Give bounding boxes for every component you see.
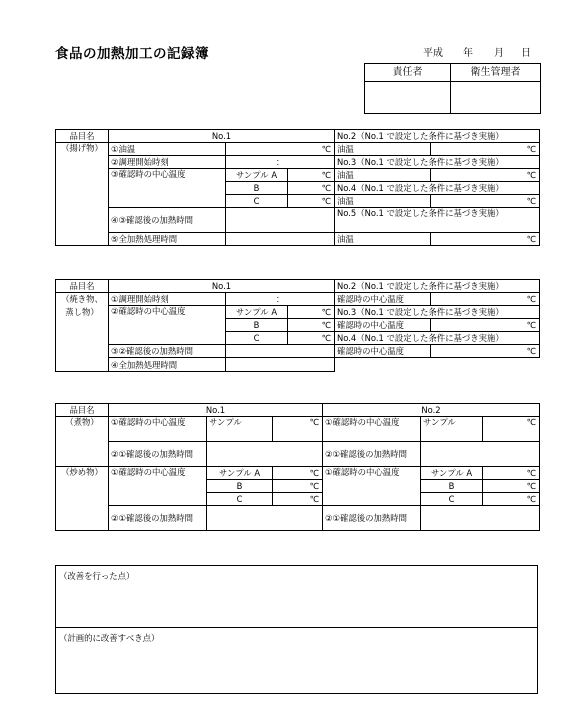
no1-header: No.1 [109, 280, 335, 293]
no2-oil-input[interactable]: ℃ [431, 143, 540, 156]
stirfry-core-temp-label: ①確認時の中心温度 [109, 467, 207, 506]
no2-core-label: 確認時の中心温度 [335, 293, 431, 306]
date-year-label: 年 [463, 48, 473, 59]
date-era: 平成 [423, 48, 443, 59]
planned-improvements-box[interactable] [55, 627, 538, 694]
sample-a-label: サンプル A [226, 169, 288, 182]
simmer-no2-sample-input[interactable]: ℃ [483, 417, 540, 442]
no4-core-label: 確認時の中心温度 [335, 345, 431, 358]
grilled-category-label-2: 蒸し物） [56, 306, 109, 319]
total-time-label: ④全加熱処理時間 [109, 358, 226, 372]
no3-header: No.3（No.1 で設定した条件に基づき実施） [335, 156, 540, 169]
simmer-sample-input[interactable]: ℃ [273, 417, 323, 442]
responsible-signature-cell[interactable] [365, 82, 451, 114]
no4-header: No.4（No.1 で設定した条件に基づき実施） [335, 182, 540, 195]
sample-c-label: C [226, 332, 288, 345]
simmered-record-table [55, 403, 540, 531]
no3-oil-input[interactable]: ℃ [431, 169, 540, 182]
sample-a-input[interactable]: ℃ [288, 306, 335, 319]
hygiene-manager-signature-cell[interactable] [451, 82, 541, 114]
after-heat-label: ④③確認後の加熱時間 [109, 208, 226, 233]
start-time-input[interactable]: ： [226, 293, 335, 306]
item-name-header: 品目名 [56, 280, 109, 293]
item-name-header: 品目名 [56, 130, 109, 143]
simmer-no2-sample-label: サンプル [421, 417, 483, 442]
oil-temp-label: ①油温 [109, 143, 226, 156]
date-month-label: 月 [494, 48, 504, 59]
improvements-done-box[interactable] [55, 565, 538, 628]
no2-core-input[interactable]: ℃ [431, 293, 540, 306]
after-heat-input[interactable] [226, 208, 335, 233]
simmer-no2-after-heat-label: ②①確認後の加熱時間 [323, 442, 421, 467]
simmer-sample-label: サンプル [207, 417, 273, 442]
simmered-category-label: （煮物） [56, 417, 109, 442]
stirfry-no2-sample-a-input[interactable]: ℃ [483, 467, 540, 480]
grilled-record-table [55, 279, 540, 372]
hygiene-manager-header: 衛生管理者 [451, 64, 541, 82]
sample-c-input[interactable]: ℃ [288, 332, 335, 345]
sample-b-input[interactable]: ℃ [288, 319, 335, 332]
stirfry-category-label: （炒め物） [56, 467, 109, 480]
simmer-no2-after-heat-input[interactable] [421, 442, 540, 467]
no2-header: No.2 [323, 404, 540, 417]
grilled-category-label-1: （焼き物、 [56, 293, 109, 306]
start-time-input[interactable]: ： [226, 156, 335, 169]
no4-core-input[interactable]: ℃ [431, 345, 540, 358]
sample-c-label: C [226, 195, 288, 208]
core-temp-label: ③確認時の中心温度 [109, 169, 226, 208]
stirfry-sample-a-input[interactable]: ℃ [273, 467, 323, 480]
stirfry-no2-after-heat-label: ②①確認後の加熱時間 [323, 506, 421, 531]
no1-header: No.1 [109, 130, 335, 143]
stirfry-sample-b-label: B [207, 480, 273, 493]
improvements-done-label: （改善を行った点） [59, 571, 135, 581]
stirfry-no2-after-heat-input[interactable] [421, 506, 540, 531]
responsible-header: 責任者 [365, 64, 451, 82]
no4-header: No.4（No.1 で設定した条件に基づき実施） [335, 332, 540, 345]
planned-improvements-label: （計画的に改善すべき点） [59, 633, 160, 643]
start-time-label: ②調理開始時刻 [109, 156, 226, 169]
start-time-label: ①調理開始時刻 [109, 293, 226, 306]
fried-category-label: （揚げ物） [56, 143, 109, 156]
simmer-no2-core-temp-label: ①確認時の中心温度 [323, 417, 421, 442]
no5-header: No.5（No.1 で設定した条件に基づき実施） [335, 208, 540, 233]
stirfry-sample-a-label: サンプル A [207, 467, 273, 480]
stirfry-after-heat-input[interactable] [207, 506, 323, 531]
after-heat-label: ③②確認後の加熱時間 [109, 345, 226, 358]
after-heat-input[interactable] [226, 345, 335, 358]
total-time-label: ⑤全加熱処理時間 [109, 233, 226, 246]
no2-oil-label: 油温 [335, 143, 431, 156]
oil-temp-input[interactable]: ℃ [226, 143, 335, 156]
simmer-after-heat-label: ②①確認後の加熱時間 [109, 442, 207, 467]
simmer-after-heat-input[interactable] [207, 442, 323, 467]
no2-header: No.2（No.1 で設定した条件に基づき実施） [335, 130, 540, 143]
core-temp-label: ②確認時の中心温度 [109, 306, 226, 345]
sample-b-label: B [226, 319, 288, 332]
sample-b-label: B [226, 182, 288, 195]
stirfry-no2-sample-b-label: B [421, 480, 483, 493]
stirfry-sample-c-label: C [207, 493, 273, 506]
no5-oil-label: 油温 [335, 233, 431, 246]
sample-b-input[interactable]: ℃ [288, 182, 335, 195]
stirfry-no2-sample-a-label: サンプル A [421, 467, 483, 480]
stirfry-sample-c-input[interactable]: ℃ [273, 493, 323, 506]
no5-oil-input[interactable]: ℃ [431, 233, 540, 246]
item-name-header: 品目名 [56, 404, 109, 417]
signature-table [364, 63, 541, 114]
no3-header: No.3（No.1 で設定した条件に基づき実施） [335, 306, 540, 319]
no3-core-label: 確認時の中心温度 [335, 319, 431, 332]
sample-c-input[interactable]: ℃ [288, 195, 335, 208]
sample-a-label: サンプル A [226, 306, 288, 319]
stirfry-no2-sample-b-input[interactable]: ℃ [483, 480, 540, 493]
stirfry-no2-core-temp-label: ①確認時の中心温度 [323, 467, 421, 506]
stirfry-no2-sample-c-label: C [421, 493, 483, 506]
no3-oil-label: 油温 [335, 169, 431, 182]
total-time-input[interactable] [226, 358, 335, 372]
sample-a-input[interactable]: ℃ [288, 169, 335, 182]
no4-oil-input[interactable]: ℃ [431, 195, 540, 208]
stirfry-sample-b-input[interactable]: ℃ [273, 480, 323, 493]
no2-header: No.2（No.1 で設定した条件に基づき実施） [335, 280, 540, 293]
stirfry-no2-sample-c-input[interactable]: ℃ [483, 493, 540, 506]
date-day-label: 日 [521, 48, 531, 59]
no4-oil-label: 油温 [335, 195, 431, 208]
page-title: 食品の加熱加工の記録簿 [55, 46, 209, 62]
simmer-core-temp-label: ①確認時の中心温度 [109, 417, 207, 442]
total-time-input[interactable] [226, 233, 335, 246]
stirfry-after-heat-label: ②①確認後の加熱時間 [109, 506, 207, 531]
no1-header: No.1 [109, 404, 323, 417]
no3-core-input[interactable]: ℃ [431, 319, 540, 332]
fried-record-table [55, 129, 540, 246]
